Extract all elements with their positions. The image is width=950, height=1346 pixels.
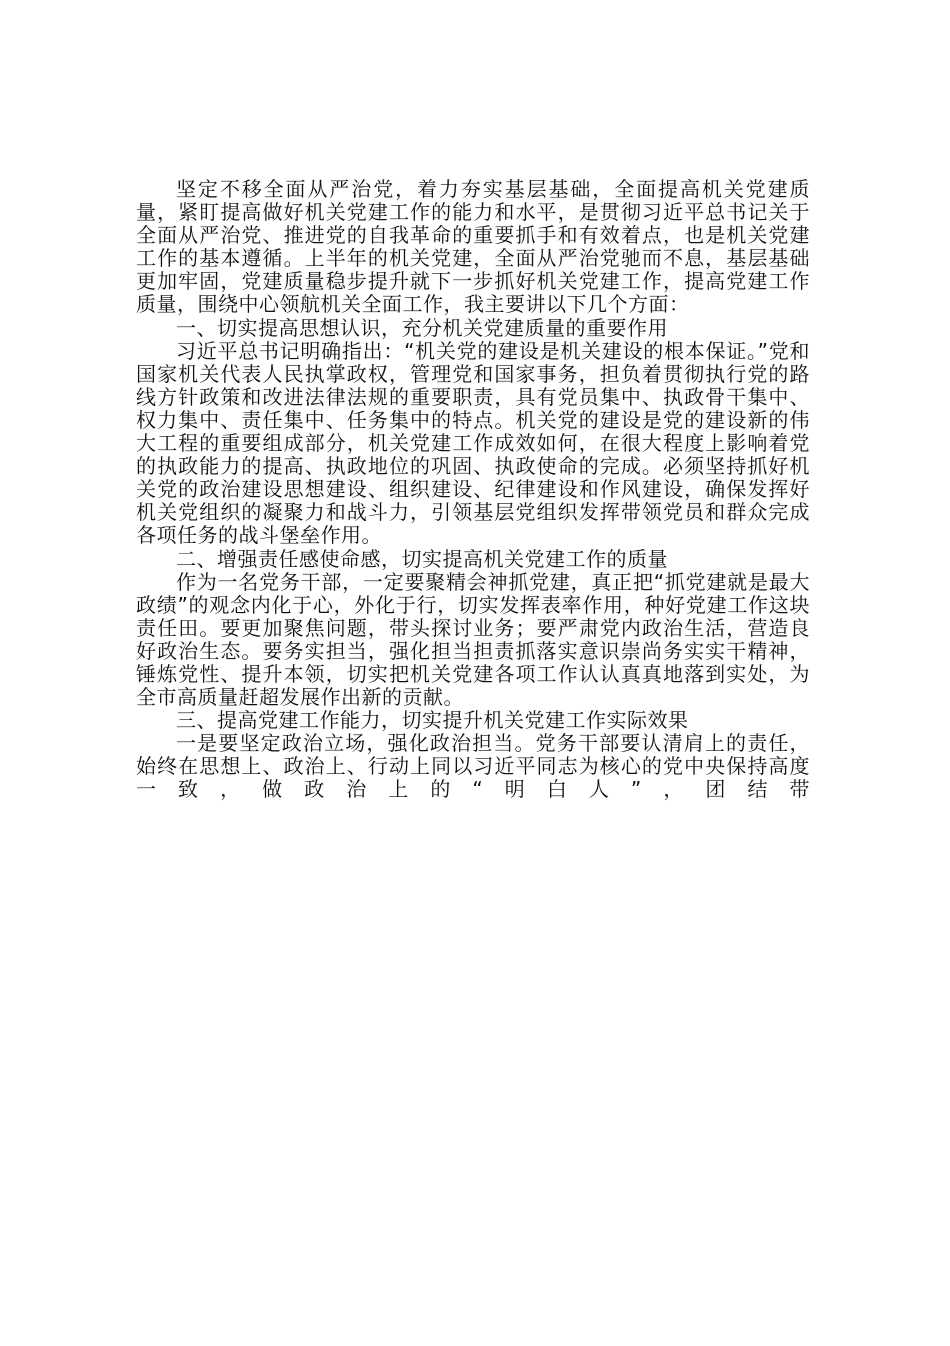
section-2-paragraph: 作为一名党务干部，一定要聚精会神抓党建，真正把“抓党建就是最大政绩”的观念内化于心，外化于行，切实发挥表率作用，种好党建工作这块责任田。要更加聚焦问题，带头探讨业务；要严肃党内政治生活，营造良好政治生态。要务实担当，强化担当担责抓落实意识崇尚务实实干精神，锤炼党性、提升本领，切实把机关党建各项工作认认真真地落到实处，为全市高质量赶超发展作出新的贡献。 [136,569,810,710]
section-heading-2: 二、增强责任感使命感，切实提高机关党建工作的质量 [176,546,668,571]
section-3-paragraph: 一是要坚定政治立场，强化政治担当。党务干部要认清肩上的责任，始终在思想上、政治上、行动上同以习近平同志为核心的党中央保持高度一致，做政治上的“明白人”，团结带 [136,731,810,802]
section-1-paragraph: 习近平总书记明确指出：“机关党的建设是机关建设的根本保证。”党和国家机关代表人民执掌政权，管理党和国家事务，担负着贯彻执行党的路线方针政策和改进法律法规的重要职责，具有党员集中、执政骨干集中、权力集中、责任集中、任务集中的特点。机关党的建设是党的建设新的伟大工程的重要组成部分，机关党建工作成效如何，在很大程度上影响着党的执政能力的提高、执政地位的巩固、执政使命的完成。必须坚持抓好机关党的政治建设思想建设、组织建设、纪律建设和作风建设，确保发挥好机关党组织的凝聚力和战斗力，引领基层党组织发挥带领党员和群众完成各项任务的战斗堡垒作用。 [136,338,810,548]
section-heading-1: 一、切实提高思想认识，充分机关党建质量的重要作用 [176,315,668,340]
intro-paragraph: 坚定不移全面从严治党，着力夯实基层基础，全面提高机关党建质量，紧盯提高做好机关党建工作的能力和水平，是贯彻习近平总书记关于全面从严治党、推进党的自我革命的重要抓手和有效着点，也是机关党建工作的基本遵循。上半年的机关党建，全面从严治党驰而不息，基层基础更加牢固，党建质量稳步提升就下一步抓好机关党建工作，提高党建工作质量，围绕中心领航机关全面工作，我主要讲以下几个方面： [136,177,810,317]
section-heading-3: 三、提高党建工作能力，切实提升机关党建工作实际效果 [176,708,689,733]
document-body [136,178,810,802]
